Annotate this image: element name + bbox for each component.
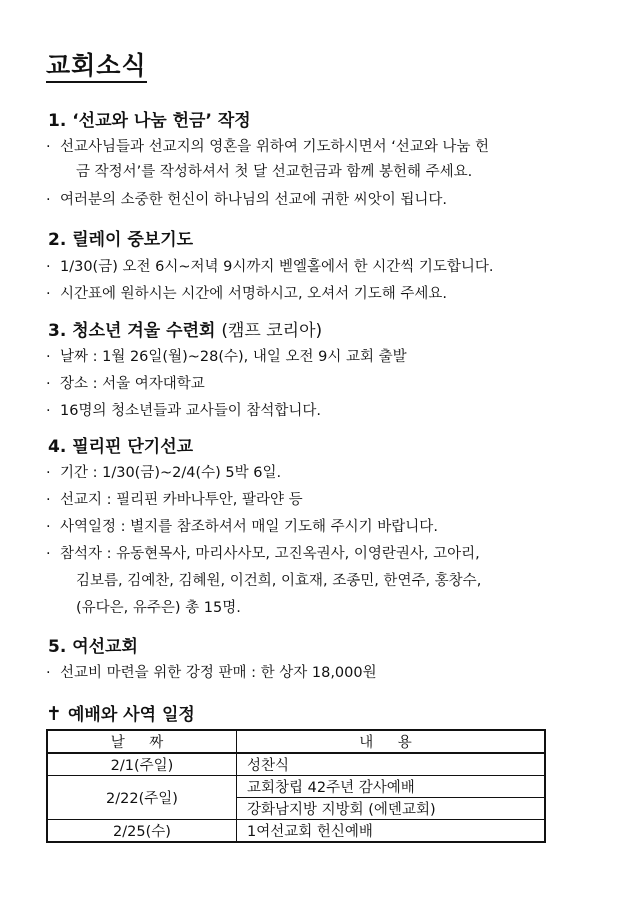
table-row (47, 820, 545, 843)
date-cell: 2/1(주일) (47, 753, 237, 776)
bullet: · (46, 403, 51, 419)
bullet: · (46, 519, 51, 535)
bullet: · (46, 665, 51, 681)
list-item (46, 188, 447, 209)
list-item (46, 255, 494, 276)
item-text: 16명의 청소년들과 교사들이 참석합니다. (60, 403, 321, 419)
item-text: 사역일정 : 별지를 참조하셔서 매일 기도해 주시기 바랍니다. (60, 519, 438, 535)
content-cell: 교회창립 42주년 감사예배 (237, 776, 546, 798)
bullet: · (46, 492, 51, 508)
content-cell: 1여선교회 헌신예배 (237, 820, 546, 843)
bullet: · (46, 465, 51, 481)
cross-icon: ✝ (46, 703, 62, 725)
page-title: 교회소식 (46, 52, 147, 83)
table-header-row (47, 730, 545, 753)
item-text: 선교비 마련을 위한 강정 판매 : 한 상자 18,000원 (60, 665, 377, 681)
section-heading-text: 3. 청소년 겨울 수련회 (48, 321, 216, 341)
bullet: · (46, 139, 51, 155)
header-contents: 내 용 (237, 730, 546, 753)
list-item-continuation: (유다은, 유주은) 총 15명. (76, 600, 241, 616)
bullet: · (46, 546, 51, 562)
item-text: 선교사님들과 선교지의 영혼을 위하여 기도하시면서 ‘선교와 나눔 헌 (60, 139, 490, 155)
section-heading-2: 2. 릴레이 중보기도 (48, 230, 194, 250)
content-cell: 강화남지방 지방회 (에덴교회) (237, 798, 546, 820)
header-date: 날 짜 (47, 730, 237, 753)
list-item (46, 399, 321, 420)
bullet: · (46, 259, 51, 275)
item-text: 날짜 : 1월 26일(월)~28(수), 내일 오전 9시 교회 출발 (60, 349, 407, 365)
list-item (46, 515, 438, 536)
list-item-continuation: 금 작정서’를 작성하셔서 첫 달 선교헌금과 함께 봉헌해 주세요. (76, 164, 473, 180)
content-cell: 성찬식 (237, 753, 546, 776)
item-text: 선교지 : 필리핀 카바나투안, 팔라얀 등 (60, 492, 303, 508)
list-item (46, 282, 447, 303)
item-text: 참석자 : 유동현목사, 마리사사모, 고진옥권사, 이영란권사, 고아리, (60, 546, 480, 562)
section-heading-1: 1. ‘선교와 나눔 헌금’ 작정 (48, 111, 251, 131)
list-item (46, 661, 377, 682)
list-item (46, 488, 303, 509)
schedule-title (46, 700, 195, 725)
list-item-continuation: 김보름, 김예찬, 김혜원, 이건희, 이효재, 조종민, 한연주, 홍창수, (76, 573, 482, 589)
item-text: 기간 : 1/30(금)~2/4(수) 5박 6일. (60, 465, 282, 481)
schedule-table (46, 729, 546, 843)
list-item (46, 135, 489, 156)
bullet: · (46, 349, 51, 365)
list-item (46, 542, 480, 563)
table-row (47, 753, 545, 776)
bullet: · (46, 286, 51, 302)
section-heading-5: 5. 여선교회 (48, 637, 138, 657)
list-item (46, 372, 205, 393)
item-text: 1/30(금) 오전 6시~저녁 9시까지 벧엘홀에서 한 시간씩 기도합니다. (60, 259, 494, 275)
section-heading-3 (48, 316, 322, 341)
item-text: 시간표에 원하시는 시간에 서명하시고, 오셔서 기도해 주세요. (60, 286, 448, 302)
item-text: 장소 : 서울 여자대학교 (60, 376, 205, 392)
bullet: · (46, 192, 51, 208)
list-item (46, 345, 407, 366)
date-cell: 2/25(수) (47, 820, 237, 843)
date-cell: 2/22(주일) (47, 776, 237, 820)
section-heading-suffix: (캠프 코리아) (221, 321, 323, 341)
item-text: 여러분의 소중한 헌신이 하나님의 선교에 귀한 씨앗이 됩니다. (60, 192, 448, 208)
list-item (46, 461, 281, 482)
bullet: · (46, 376, 51, 392)
schedule-title-text: 예배와 사역 일정 (68, 705, 195, 725)
table-row (47, 776, 545, 798)
section-heading-4: 4. 필리핀 단기선교 (48, 437, 194, 457)
